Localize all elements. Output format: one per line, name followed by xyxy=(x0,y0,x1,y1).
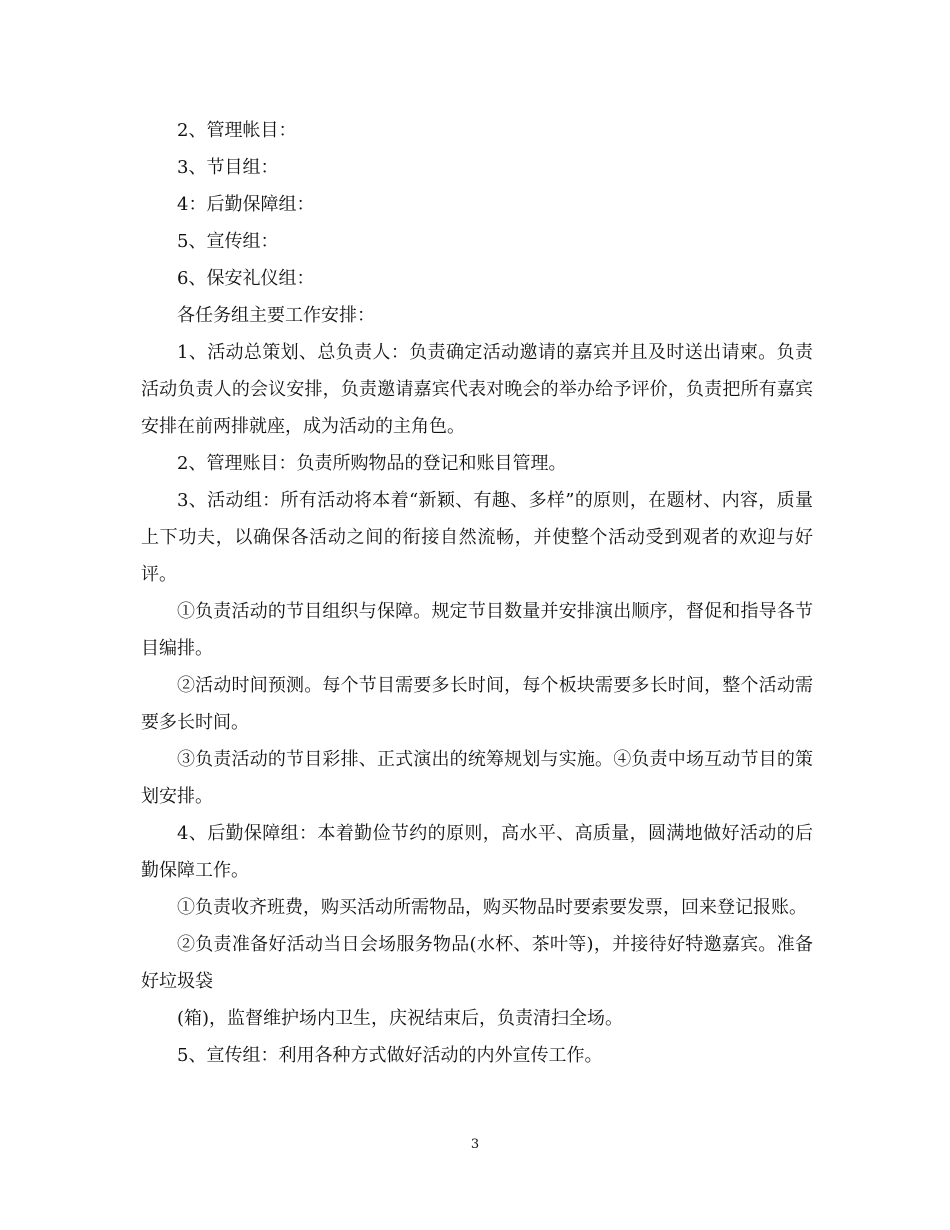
paragraph-item-manage-accounts: 2、管理帐目： xyxy=(177,120,297,141)
paragraph-logistics-item-1: ①负责收齐班费，购买活动所需物品，购买物品时要索要发票，回来登记报账。 xyxy=(177,897,807,918)
section-heading-task-arrangement: 各任务组主要工作安排： xyxy=(177,305,375,326)
page-number: 3 xyxy=(470,1137,480,1152)
paragraph-activity-item-3-4: ③负责活动的节目彩排、正式演出的统筹规划与实施。④负责中场互动节目的策划安排。 xyxy=(141,749,813,807)
paragraph-logistics: 4、后勤保障组：本着勤俭节约的原则，高水平、高质量，圆满地做好活动的后勤保障工作。 xyxy=(141,823,813,881)
paragraph-accounts: 2、管理账目：负责所购物品的登记和账目管理。 xyxy=(177,453,567,474)
paragraph-item-program-group: 3、节目组： xyxy=(177,157,279,178)
document-body xyxy=(141,112,813,1074)
paragraph-publicity: 5、宣传组：利用各种方式做好活动的内外宣传工作。 xyxy=(177,1045,603,1066)
paragraph-item-security-group: 6、保安礼仪组： xyxy=(177,268,315,289)
paragraph-item-logistics-group: 4：后勤保障组： xyxy=(177,194,315,215)
paragraph-activity-item-2: ②活动时间预测。每个节目需要多长时间，每个板块需要多长时间，整个活动需要多长时间。 xyxy=(141,675,813,733)
paragraph-activity-item-1: ①负责活动的节目组织与保障。规定节目数量并安排演出顺序，督促和指导各节目编排。 xyxy=(141,601,813,659)
paragraph-item-publicity-group: 5、宣传组： xyxy=(177,231,279,252)
paragraph-general-planner: 1、活动总策划、总负责人：负责确定活动邀请的嘉宾并且及时送出请柬。负责活动负责人的会议安排，负责邀请嘉宾代表对晚会的举办给予评价，负责把所有嘉宾安排在前两排就座，成为活动的主角色。 xyxy=(141,342,813,437)
paragraph-logistics-item-2: ②负责准备好活动当日会场服务物品(水杯、茶叶等)，并接待好特邀嘉宾。准备好垃圾袋 xyxy=(141,934,813,992)
paragraph-activity-group: 3、活动组：所有活动将本着“新颖、有趣、多样”的原则，在题材、内容，质量上下功夫，以确保各活动之间的衔接自然流畅，并使整个活动受到观者的欢迎与好评。 xyxy=(141,490,813,585)
paragraph-logistics-item-2-continued: (箱)，监督维护场内卫生，庆祝结束后，负责清扫全场。 xyxy=(177,1008,624,1029)
